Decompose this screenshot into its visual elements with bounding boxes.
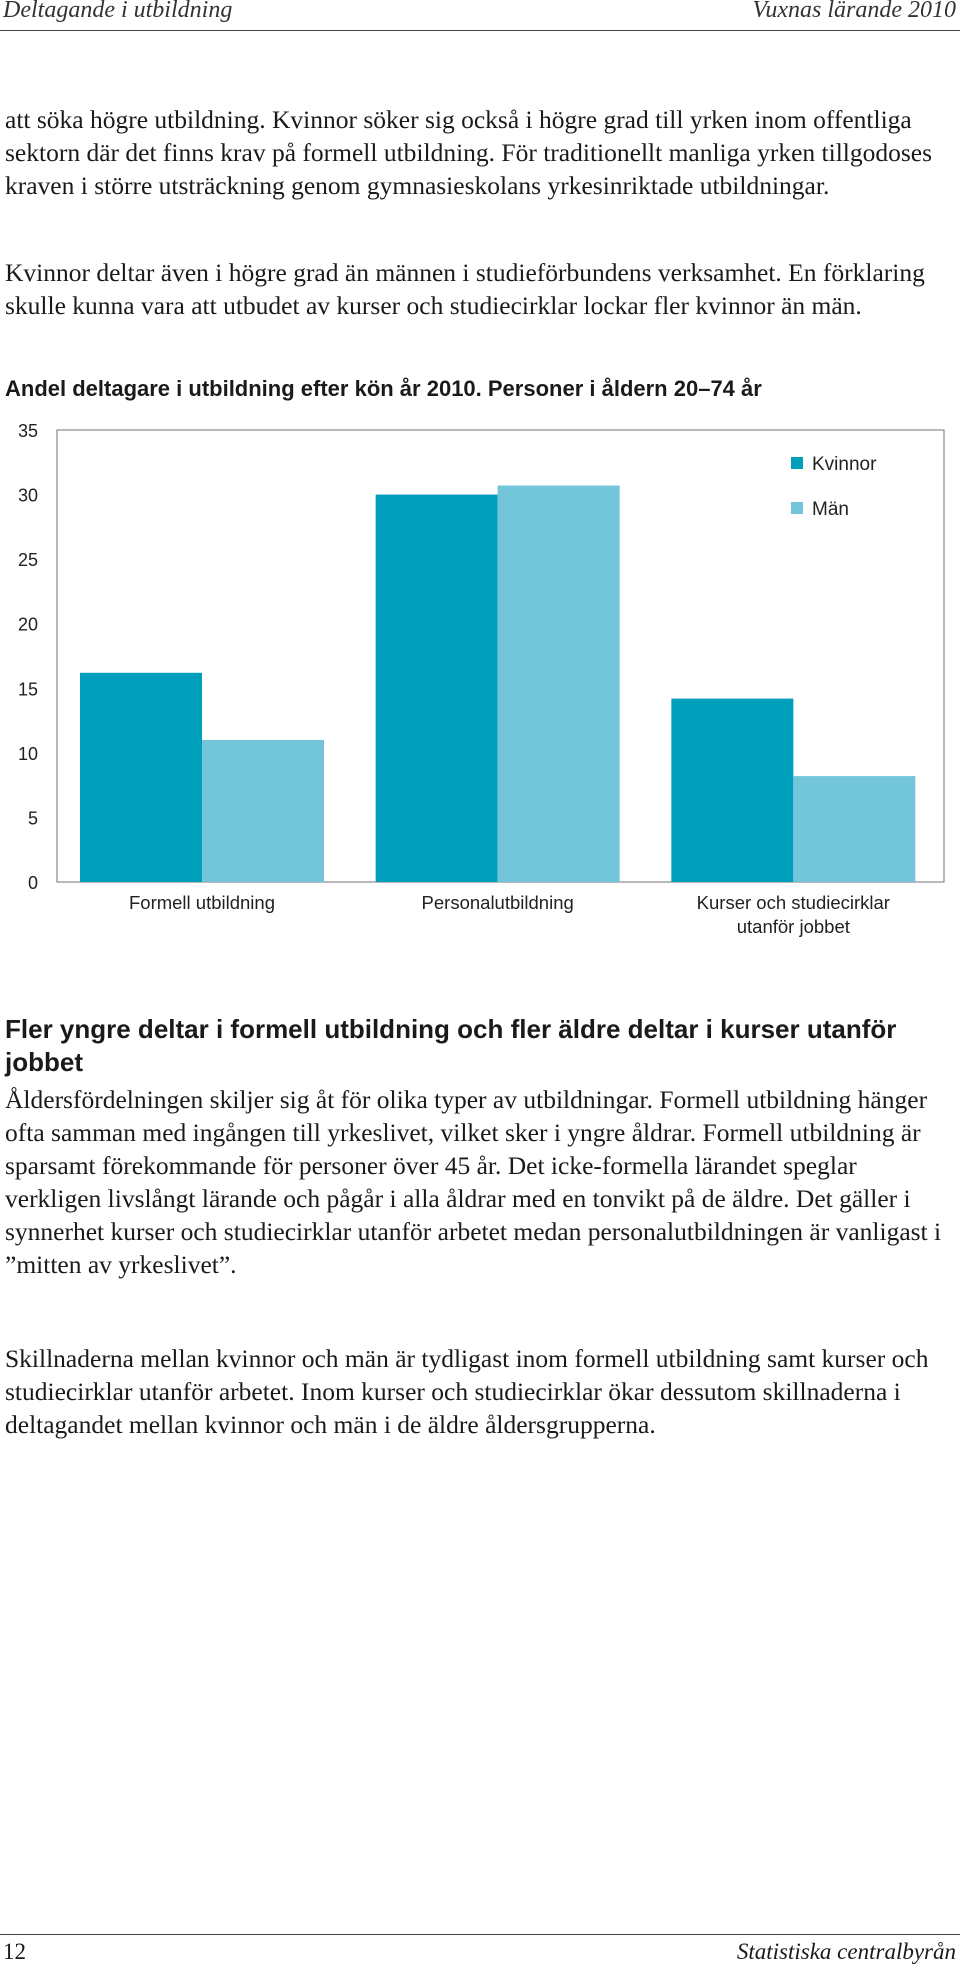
y-tick-label: 5: [27, 808, 38, 829]
legend-label: Kvinnor: [812, 454, 877, 475]
y-tick-label: 15: [17, 679, 38, 700]
bar-kvinnor: [671, 699, 793, 882]
legend: [791, 454, 877, 520]
page-footer: [0, 1937, 960, 1969]
y-tick-label: 0: [27, 873, 38, 893]
bars: [80, 486, 915, 882]
x-axis-labels: [129, 892, 890, 937]
chart-title: Andel deltagare i utbildning efter kön år 2010. Personer i åldern 20–74 år: [5, 376, 762, 401]
bar-kvinnor: [80, 673, 202, 882]
header-rule: [0, 30, 960, 31]
x-category-label: Kurser och studiecirklar: [696, 892, 890, 913]
header-publication-title: Vuxnas lärande 2010: [752, 0, 956, 23]
paragraph-study-associations: Kvinnor deltar även i högre grad än männen i studieförbundens verksamhet. En förklaring skulle kunna vara att utbudet av kurser och studiecirklar lockar fler kvinnor än män.: [5, 258, 925, 320]
footer-publisher: Statistiska centralbyrån: [736, 1939, 956, 1964]
y-axis-labels: [18, 421, 38, 893]
x-category-label: utanför jobbet: [736, 916, 850, 937]
bar-kvinnor: [376, 495, 498, 882]
legend-label: Män: [812, 499, 849, 520]
paragraph-age-distribution: Åldersfördelningen skiljer sig åt för olika typer av utbildningar. Formell utbildning hänger ofta samman med ingången till yrkeslivet, vilket sker i yngre åldrar. Formell utbildning är sparsamt förekommande för personer över 45 år. Det icke-formella lärandet speglar verkligen livslångt lärande och pågår i alla åldrar med en tonvikt på de äldre. Det gäller i synnerhet kurser och studiecirklar utanför arbetet medan personalutbildningen är vanligast i ”mitten av yrkeslivet”.: [5, 1085, 942, 1279]
bar-män: [498, 486, 620, 882]
y-tick-label: 25: [17, 550, 38, 571]
x-category-label: Formell utbildning: [128, 892, 276, 913]
paragraph-gender-differences: Skillnaderna mellan kvinnor och män är tydligast inom formell utbildning samt kurser och studiecirklar utanför arbetet. Inom kurser och studiecirklar ökar dessutom skillnaderna i deltagandet mellan kvinnor och män i de äldre åldersgrupperna.: [5, 1344, 929, 1439]
legend-swatch: [791, 502, 803, 514]
y-tick-label: 10: [17, 743, 38, 764]
paragraph-intro: att söka högre utbildning. Kvinnor söker sig också i högre grad till yrken inom offentliga sektorn där det finns krav på formell utbildning. För traditionellt manliga yrken tillgodoses kraven i större utsträckning genom gymnasieskolans yrkesinriktade utbildningar.: [5, 105, 933, 200]
x-category-label: Personalutbildning: [421, 892, 574, 913]
legend-swatch: [791, 457, 803, 469]
section-heading: Fler yngre deltar i formell utbildning och fler äldre deltar i kurser utanför jobbet: [5, 1014, 897, 1077]
page-number: 12: [3, 1939, 26, 1964]
page-header: [0, 0, 960, 28]
y-tick-label: 30: [17, 485, 38, 506]
y-tick-label: 20: [17, 614, 38, 635]
bar-chart: [0, 415, 960, 955]
bar-män: [793, 776, 915, 882]
header-section-title: Deltagande i utbildning: [3, 0, 233, 23]
y-tick-label: 35: [17, 421, 38, 441]
footer-rule: [0, 1934, 960, 1935]
bar-män: [202, 740, 324, 882]
